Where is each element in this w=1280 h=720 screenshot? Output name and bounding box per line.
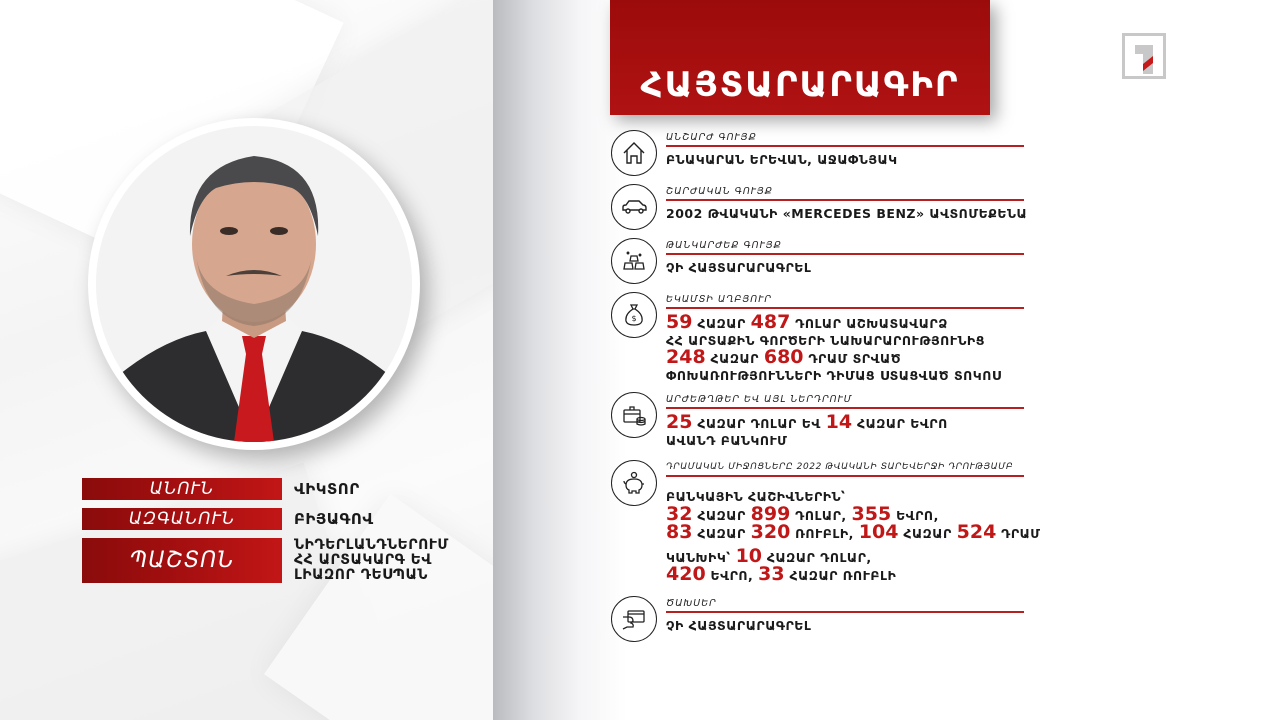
divider <box>666 253 1024 255</box>
surname-value: ԲԻՅԱԳՈՎ <box>294 509 374 528</box>
investment-line: ԱՎԱՆԴ ԲԱՆԿՈՒՄ <box>666 433 788 448</box>
portrait-illustration <box>96 126 412 442</box>
amount: 25 <box>666 411 693 433</box>
money-bag-icon <box>611 292 657 338</box>
svg-text:$: $ <box>631 314 637 323</box>
unit: ԴՐԱՄ ՏՐՎԱԾ <box>808 351 902 366</box>
cash-heading: ԲԱՆԿԱՅԻՆ ՀԱՇԻՎՆԵՐԻՆ՝ <box>666 489 846 504</box>
section-content: 2002 ԹՎԱԿԱՆԻ «MERCEDES BENZ» ԱՎՏՈՄԵՔԵՆԱ <box>666 206 1028 221</box>
amount: 524 <box>956 521 997 543</box>
section-label: ԾԱԽՍԵՐ <box>666 598 717 609</box>
section-content <box>666 411 1086 449</box>
section-content: ՉԻ ՀԱՅՏԱՐԱՐԱԳՐԵԼ <box>666 260 812 275</box>
income-line <box>666 311 1086 333</box>
divider <box>666 199 1024 201</box>
section-content <box>666 488 1086 585</box>
income-line: ՓՈԽԱՌՈՒԹՅՈՒՆՆԵՐԻ ԴԻՄԱՑ ՍՏԱՑՎԱԾ ՏՈԿՈՍ <box>666 368 1002 383</box>
investment-line <box>666 411 1086 433</box>
unit: ԴՈԼԱՐ ԱՇԽԱՏԱՎԱՐՁ <box>795 316 948 331</box>
amount: 104 <box>858 521 899 543</box>
amount: 32 <box>666 502 693 525</box>
house-icon <box>611 130 657 176</box>
position-value <box>294 538 449 583</box>
section-content: ԲՆԱԿԱՐԱՆ ԵՐԵՎԱՆ, ԱՋԱՓՆՅԱԿ <box>666 152 898 167</box>
section-label: ԹԱՆԿԱՐԺԵՔ ԳՈՒՅՔ <box>666 240 782 251</box>
name-value: ՎԻԿՏՈՐ <box>294 479 360 498</box>
name-label: ԱՆՈՒՆ <box>82 478 282 500</box>
amount: 320 <box>750 521 791 543</box>
left-panel <box>0 0 493 720</box>
card-hand-icon <box>611 596 657 642</box>
gold-bars-icon <box>611 238 657 284</box>
portrait-frame <box>88 118 420 450</box>
amount: 487 <box>750 311 791 333</box>
unit: ՀԱԶԱՐ ԵՎՐՈ <box>856 416 948 431</box>
income-line <box>666 346 1086 368</box>
divider <box>666 307 1024 309</box>
unit: ՀԱԶԱՐ <box>697 526 746 541</box>
divider <box>666 407 1024 409</box>
section-label: ԱՆՇԱՐԺ ԳՈՒՅՔ <box>666 132 757 143</box>
cash-line <box>666 544 1086 567</box>
profile-surname-row <box>82 508 374 530</box>
section-label: ԵԿԱՄՏԻ ԱՂԲՅՈՒՐ <box>666 294 772 305</box>
section-label: ԴՐԱՄԱԿԱՆ ՄԻՋՈՑՆԵՐԸ 2022 ԹՎԱԿԱՆԻ ՏԱՐԵՎԵՐՋԻ ԴՐՈՒԹՅԱՄԲ <box>666 462 1014 472</box>
unit: ԿԱՆԽԻԿ՝ <box>666 549 731 565</box>
unit: ՀԱԶԱՐ <box>710 351 759 366</box>
amount: 899 <box>750 502 791 525</box>
unit: ՀԱԶԱՐ <box>697 507 746 523</box>
divider <box>666 611 1024 613</box>
car-icon <box>611 184 657 230</box>
unit: ԴՐԱՄ <box>1001 526 1041 541</box>
amount: 14 <box>825 411 853 433</box>
page-title: ՀԱՅՏԱՐԱՐԱԳԻՐ <box>640 65 960 105</box>
divider <box>666 475 1024 477</box>
cash-line <box>666 521 1086 543</box>
unit: ՌՈՒԲԼԻ, <box>795 526 854 541</box>
profile-position-row <box>82 538 449 583</box>
divider <box>666 145 1024 147</box>
amount: 680 <box>763 346 804 368</box>
surname-label: ԱԶԳԱՆՈՒՆ <box>82 508 282 530</box>
amount: 248 <box>666 346 706 368</box>
unit: ԵՎՐՈ, <box>896 507 939 523</box>
position-label: ՊԱՇՏՈՆ <box>82 538 282 583</box>
amount: 59 <box>666 311 693 333</box>
amount: 33 <box>758 563 785 585</box>
cash-line <box>666 563 1086 585</box>
income-line: ՀՀ ԱՐՏԱՔԻՆ ԳՈՐԾԵՐԻ ՆԱԽԱՐԱՐՈՒԹՅՈՒՆԻՑ <box>666 333 985 348</box>
unit: ՀԱԶԱՐ <box>697 316 746 331</box>
unit: ԵՎՐՈ, <box>710 568 754 583</box>
section-content <box>666 311 1086 384</box>
amount: 420 <box>666 563 706 585</box>
amount: 355 <box>851 502 892 525</box>
section-label: ԱՐԺԵԹՂԹԵՐ ԵՎ ԱՅԼ ՆԵՐԴՐՈՒՄ <box>666 394 853 405</box>
piggy-bank-icon <box>611 460 657 506</box>
unit: ՀԱԶԱՐ ԴՈԼԱՐ, <box>766 549 872 565</box>
unit: ՀԱԶԱՐ ԴՈԼԱՐ ԵՎ <box>697 416 821 431</box>
channel-logo <box>1122 33 1166 79</box>
section-content: ՉԻ ՀԱՅՏԱՐԱՐԱԳՐԵԼ <box>666 618 812 633</box>
channel-one-icon <box>1125 36 1163 76</box>
amount: 10 <box>735 544 763 567</box>
amount: 83 <box>666 521 693 543</box>
position-line: ԼԻԱԶՈՐ ԴԵՍՊԱՆ <box>294 567 428 583</box>
briefcase-coins-icon <box>611 392 657 438</box>
title-banner <box>610 0 990 115</box>
portrait-photo <box>96 126 412 442</box>
unit: ՀԱԶԱՐ <box>903 526 952 541</box>
position-line: ՀՀ ԱՐՏԱԿԱՐԳ ԵՎ <box>294 552 432 568</box>
section-label: ՇԱՐԺԱԿԱՆ ԳՈՒՅՔ <box>666 186 773 197</box>
unit: ՀԱԶԱՐ ՌՈՒԲԼԻ <box>789 568 897 583</box>
position-line: ՆԻԴԵՐԼԱՆԴՆԵՐՈՒՄ <box>294 537 449 553</box>
profile-name-row <box>82 478 360 500</box>
unit: ԴՈԼԱՐ, <box>795 507 847 523</box>
